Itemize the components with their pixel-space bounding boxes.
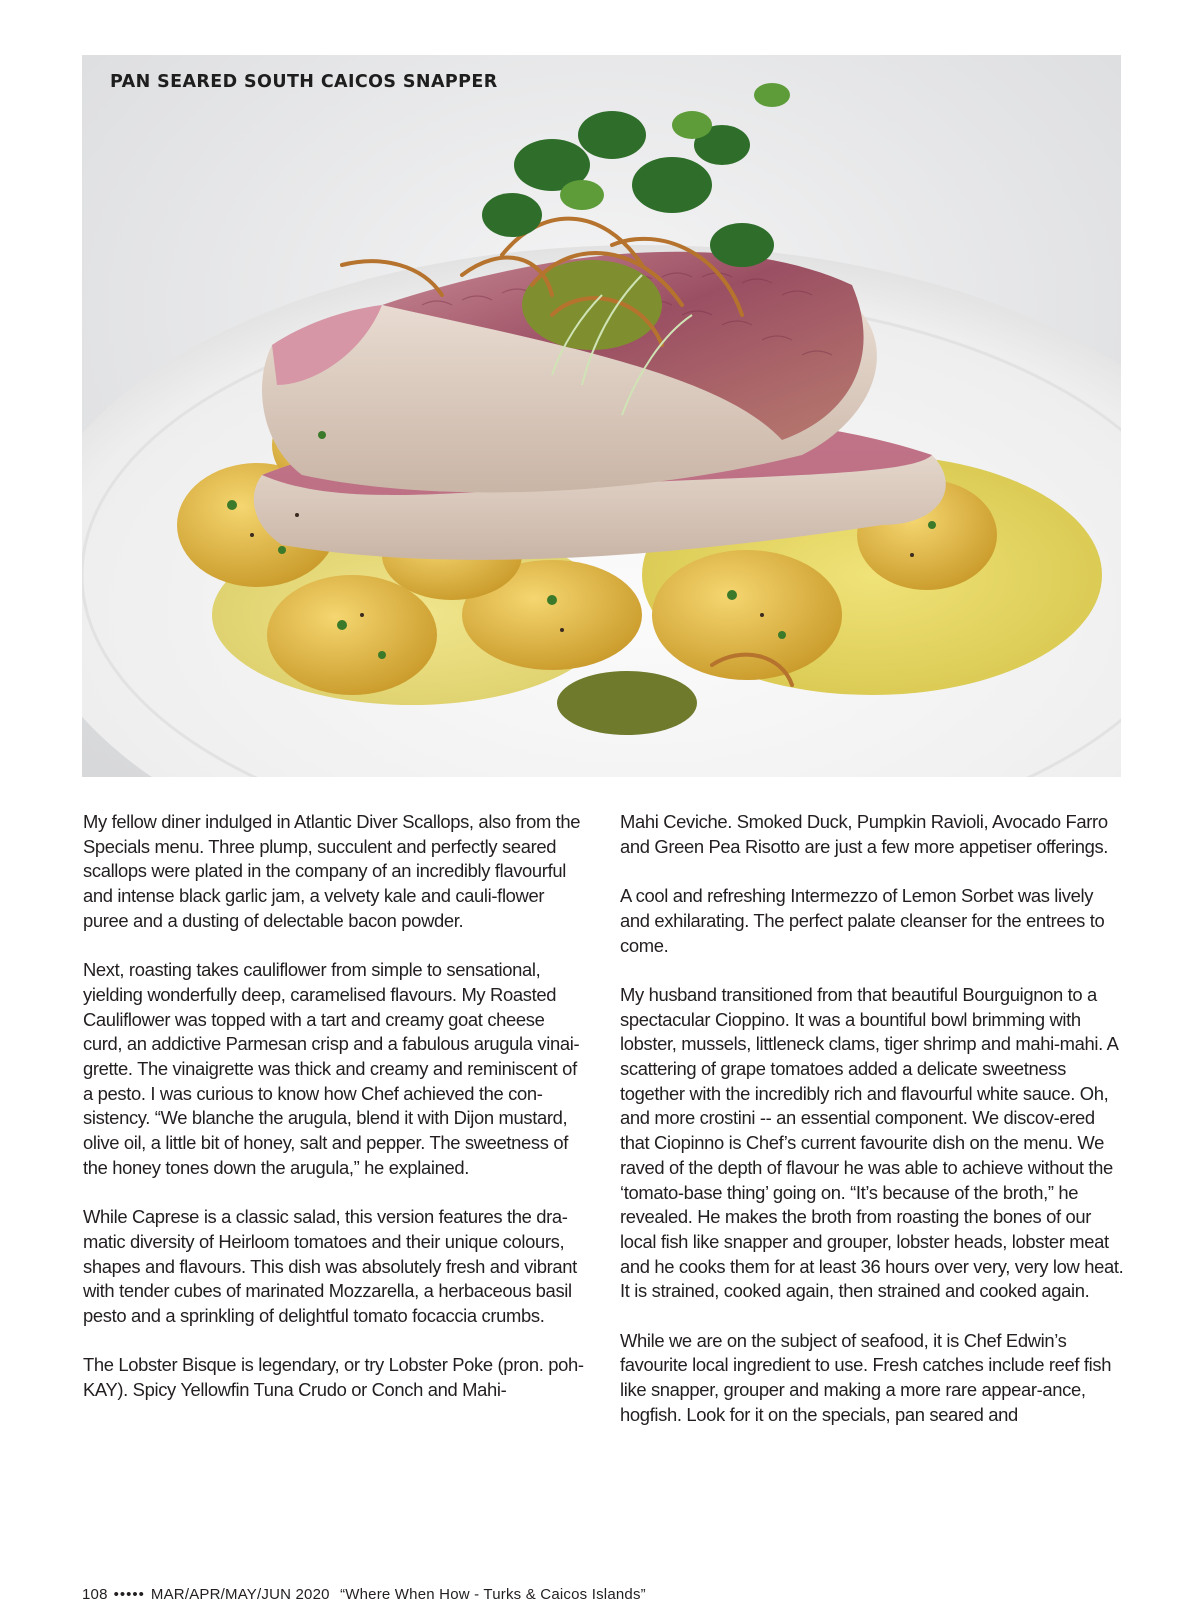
issue-date: MAR/APR/MAY/JUN 2020 xyxy=(150,1586,330,1603)
publication-name: “Where When How - Turks & Caicos Islands” xyxy=(340,1586,646,1603)
paragraph: A cool and refreshing Intermezzo of Lemon Sorbet was lively and exhilarating. The perfect palate cleanser for the entrees to come. xyxy=(620,885,1105,956)
article-column-left xyxy=(83,810,588,1428)
dish-photo xyxy=(82,55,1121,777)
page-footer xyxy=(82,1586,652,1603)
article-column-right xyxy=(620,810,1125,1452)
paragraph: While we are on the subject of seafood, it is Chef Edwin’s favourite local ingredient to use. Fresh catches include reef fish like snapper, grouper and making a more rare appear-ance, hogfish. Look for it on the specials, pan seared and xyxy=(620,1329,1112,1425)
paragraph: Next, roasting takes cauliflower from simple to sensational, yielding wonderfully deep, caramelised flavours. My Roasted Cauliflower was topped with a tart and creamy goat cheese curd, an addictive Parmesan crisp and a fabulous arugula vinai-grette. The vinaigrette was thick and creamy and reminiscent of a pesto. I was curious to know how Chef achieved the con-sistency. “We blanche the arugula, blend it with Dijon mustard, olive oil, a little bit of honey, salt and pepper. The sweetness of the honey tones down the arugula,” he explained. xyxy=(83,959,580,1178)
snapper-dish-illustration xyxy=(82,55,1121,777)
page-number: 108 xyxy=(82,1586,108,1603)
paragraph: My husband transitioned from that beautiful Bourguignon to a spectacular Cioppino. It was a bountiful bowl brimming with lobster, mussels, littleneck clams, tiger shrimp and mahi-mahi. A scattering of grape tomatoes added a delicate sweetness together with the incredibly rich and flavourful white sauce. Oh, and more crostini -- an essential component. We discov-ered that Ciopinno is Chef’s current favourite dish on the menu. We raved of the depth of flavour he was able to achieve without the ‘tomato-base thing’ going on. “It’s because of the broth,” he revealed. He makes the broth from roasting the bones of our local fish like snapper and grouper, lobster heads, lobster meat and he cooks them for at least 36 hours over very, very low heat. It is strained, cooked again, then strained and cooked again. xyxy=(620,983,1124,1302)
paragraph: While Caprese is a classic salad, this version features the dra-matic diversity of Heirloom tomatoes and their unique colours, shapes and flavours. This dish was absolutely fresh and vibrant with tender cubes of marinated Mozzarella, a herbaceous basil pesto and a sprinkling of delightful tomato focaccia crumbs. xyxy=(83,1206,577,1327)
photo-caption: PAN SEARED SOUTH CAICOS SNAPPER xyxy=(110,72,498,92)
paragraph: Mahi Ceviche. Smoked Duck, Pumpkin Ravioli, Avocado Farro and Green Pea Risotto are just a few more appetiser offerings. xyxy=(620,811,1109,857)
paragraph: The Lobster Bisque is legendary, or try Lobster Poke (pron. poh-KAY). Spicy Yellowfin Tuna Crudo or Conch and Mahi- xyxy=(83,1354,584,1401)
footer-dots: ••••• xyxy=(113,1586,145,1603)
paragraph: My fellow diner indulged in Atlantic Diver Scallops, also from the Specials menu. Three plump, succulent and perfectly seared scallops were plated in the company of an incredibly flavourful and intense black garlic jam, a velvety kale and cauli-flower puree and a dusting of delectable bacon powder. xyxy=(83,811,581,931)
